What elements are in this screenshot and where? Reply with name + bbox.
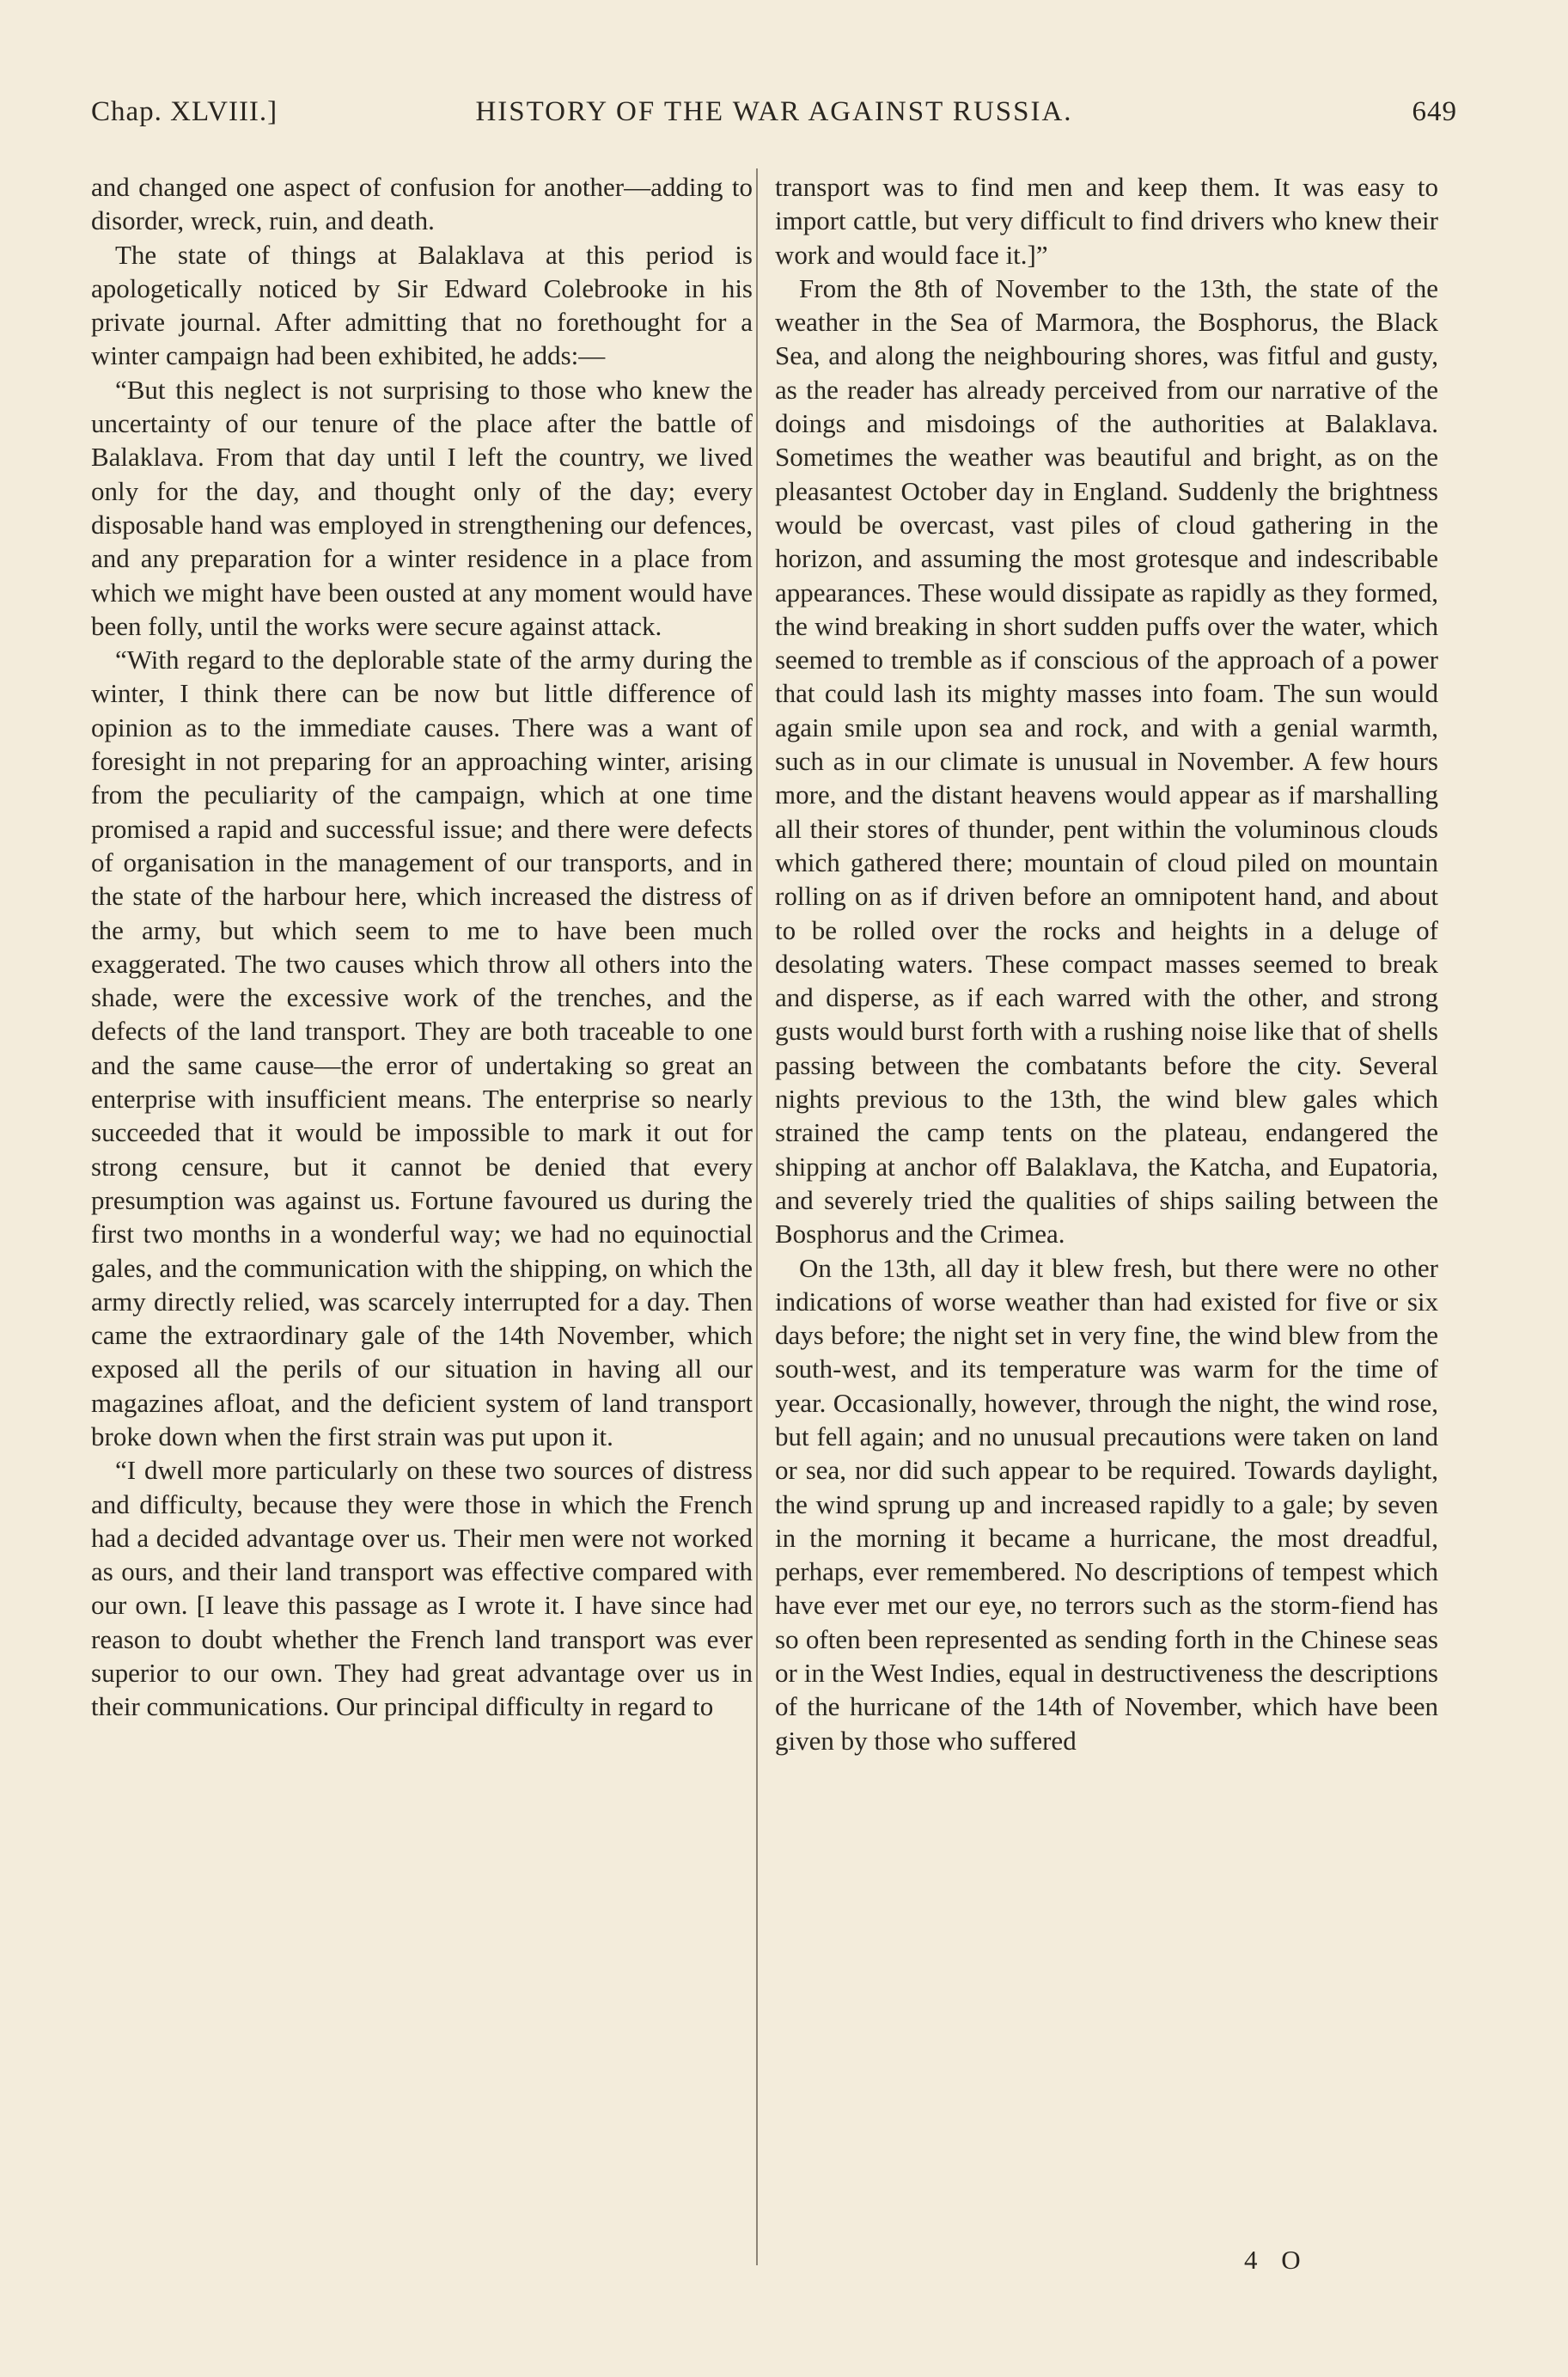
book-title: HISTORY OF THE WAR AGAINST RUSSIA. xyxy=(475,96,1073,127)
page-number: 649 xyxy=(1412,96,1457,127)
column-divider xyxy=(756,168,758,2265)
paragraph: “But this neglect is not surprising to those who knew the uncertainty of our tenure of the place after the battle of Balaklava. From that day until I left the country, we lived only for the day, and thought only of the day; every disposable hand was employed in strengthening our defences, and any preparation for a winter residence in a place from which we might have been ousted at any moment would have been folly, until the works were secure against attack. xyxy=(91,374,753,641)
chapter-label: Chap. XLVIII.] xyxy=(91,96,278,127)
paragraph: From the 8th of November to the 13th, the state of the weather in the Sea of Marmora, the Bosphorus, the Black Sea, and along the neighbouring shores, was fitful and gusty, as the reader has already perceived from our narrative of the doings and misdoings of the authorities at Balaklava. Sometimes the weather was beautiful and bright, as on the pleasantest October day in England. Suddenly the brightness would be overcast, vast piles of cloud gathering in the horizon, and assuming the most grotesque and indescribable appearances. These would dissipate as rapidly as they formed, the wind breaking in short sudden puffs over the water, which seemed to tremble as if conscious of the approach of a power that could lash its mighty masses into foam. The sun would again smile upon sea and rock, and with a genial warmth, such as in our climate is unusual in November. A few hours more, and the distant heavens would appear as if marshalling all their stores of thunder, pent within the voluminous clouds which gathered there; mountain of cloud piled on mountain rolling on as if driven before an omnipotent hand, and about to be rolled over the rocks and heights in a deluge of desolating waters. These compact masses seemed to break and disperse, as if each warred with the other, and strong gusts would burst forth with a rushing noise like that of shells passing between the combatants before the city. Several nights previous to the 13th, the wind blew gales which strained the camp tents on the plateau, endangered the shipping at anchor off Balaklava, the Katcha, and Eupatoria, and severely tried the qualities of ships sailing between the Bosphorus and the Crimea. xyxy=(775,272,1438,1250)
paragraph: and changed one aspect of confusion for another—adding to disorder, wreck, ruin, and death. xyxy=(91,172,753,236)
left-column xyxy=(91,170,753,1724)
running-header xyxy=(91,96,1457,139)
paragraph: “With regard to the deplorable state of the army during the winter, I think there can be now but little difference of opinion as to the immediate causes. There was a want of foresight in not preparing for an approaching winter, arising from the peculiarity of the campaign, which at one time promised a rapid and successful issue; and there were defects of organisation in the management of our transports, and in the state of the harbour here, which increased the distress of the army, but which seem to me to have been much exaggerated. The two causes which throw all others into the shade, were the excessive work of the trenches, and the defects of the land transport. They are both traceable to one and the same cause—the error of undertaking so great an enterprise with insufficient means. The enterprise so nearly succeeded that it would be impossible to mark it out for strong censure, but it cannot be denied that every presumption was against us. Fortune favoured us during the first two months in a wonderful way; we had no equinoctial gales, and the communication with the shipping, on which the army directly relied, was scarcely interrupted for a day. Then came the extraordinary gale of the 14th November, which exposed all the perils of our situation in having all our magazines afloat, and the deficient system of land transport broke down when the first strain was put upon it. xyxy=(91,645,753,1451)
right-column xyxy=(775,170,1438,1757)
paragraph: “I dwell more particularly on these two sources of distress and difficulty, because they were those in which the French had a decided advantage over us. Their men were not worked as ours, and their land transport was effective compared with our own. [I leave this passage as I wrote it. I have since had reason to doubt whether the French land transport was ever superior to our own. They had great advantage over us in their communications. Our principal difficulty in regard to xyxy=(91,1455,753,1722)
paragraph: transport was to find men and keep them. It was easy to import cattle, but very difficult to find drivers who knew their work and would face it.]” xyxy=(775,172,1438,270)
paragraph: On the 13th, all day it blew fresh, but there were no other indications of worse weather than had existed for five or six days before; the night set in very fine, the wind blew from the south-west, and its temperature was warm for the time of year. Occasionally, however, through the night, the wind rose, but fell again; and no unusual precautions were taken on land or sea, nor did such appear to be required. Towards daylight, the wind sprung up and increased rapidly to a gale; by seven in the morning it became a hurricane, the most dreadful, perhaps, ever remembered. No descriptions of tempest which have ever met our eye, no terrors such as the storm-fiend has so often been represented as sending forth in the Chinese seas or in the West Indies, equal in destructiveness the descriptions of the hurricane of the 14th of November, which have been given by those who suffered xyxy=(775,1252,1438,1756)
paragraph: The state of things at Balaklava at this period is apologetically noticed by Sir Edward Colebrooke in his private journal. After admitting that no forethought for a winter campaign had been exhibited, he adds:— xyxy=(91,239,753,371)
signature-mark: 4 O xyxy=(1244,2245,1309,2275)
